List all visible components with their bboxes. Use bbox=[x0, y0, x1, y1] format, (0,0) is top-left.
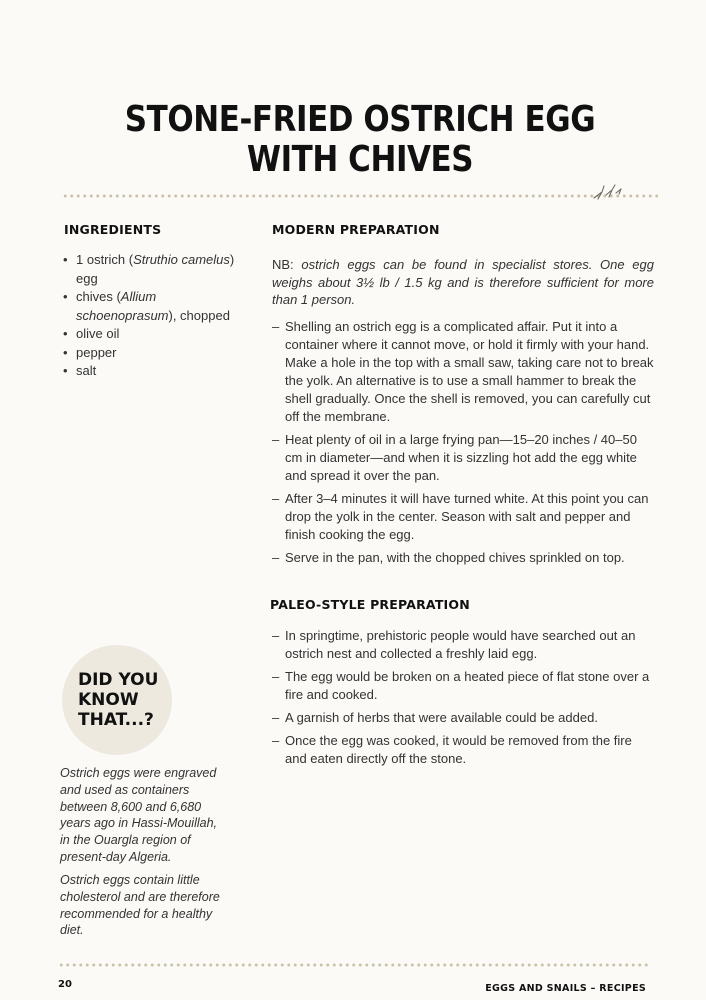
ingredient-item: • pepper bbox=[62, 344, 252, 363]
modern-steps-list bbox=[272, 318, 654, 572]
did-you-know-title: DID YOU KNOW THAT...? bbox=[78, 670, 159, 730]
did-you-know-paragraph: Ostrich eggs were engraved and used as containers between 8,600 and 6,680 years ago in Hassi-Mouillah, in the Ouargla region of present-day Algeria. bbox=[60, 766, 218, 864]
note-paragraph: NB: ostrich eggs can be found in specialist stores. One egg weighs about 3½ lb / 1.5 kg and is therefore sufficient for more than 1 person. bbox=[272, 257, 654, 307]
latin-name: Struthio camelus bbox=[133, 252, 230, 267]
bird-footprints-icon bbox=[590, 182, 626, 202]
step-item: – Heat plenty of oil in a large frying pan—15–20 inches / 40–50 cm in diameter—and when it is sizzling hot add the egg white and spread it over the pan. bbox=[272, 431, 654, 485]
latin-name: Allium schoenoprasum bbox=[76, 289, 169, 323]
running-footer: EGGS AND SNAILS – RECIPES bbox=[485, 983, 646, 994]
paleo-preparation-heading: PALEO-STYLE PREPARATION bbox=[270, 597, 470, 612]
step-item: – Once the egg was cooked, it would be removed from the fire and eaten directly off the stone. bbox=[272, 732, 654, 768]
title-line-1: STONE-FRIED OSTRICH EGG bbox=[124, 99, 596, 140]
step-item: – Serve in the pan, with the chopped chives sprinkled on top. bbox=[272, 549, 654, 567]
ingredients-list bbox=[62, 251, 252, 381]
step-item: – A garnish of herbs that were available could be added. bbox=[272, 709, 654, 727]
ingredient-item: • salt bbox=[62, 362, 252, 381]
recipe-title bbox=[102, 100, 618, 180]
step-item: – In springtime, prehistoric people would have searched out an ostrich nest and collected a freshly laid egg. bbox=[272, 627, 654, 663]
step-item: – Shelling an ostrich egg is a complicated affair. Put it into a container where it cannot move, or hold it firmly with your hand. Make a hole in the top with a small saw, taking care not to break the yolk. An alternative is to use a small hammer to break the shell gradually. Once the shell is removed, you can carefully cut off the membrane. bbox=[272, 318, 654, 426]
title-line-2: WITH CHIVES bbox=[246, 139, 474, 180]
paleo-steps-list bbox=[272, 627, 654, 773]
dotted-divider-bottom bbox=[58, 963, 650, 967]
dotted-divider-top bbox=[62, 194, 658, 198]
ingredients-heading: INGREDIENTS bbox=[64, 222, 162, 237]
ingredient-item: • 1 ostrich (Struthio camelus) egg bbox=[62, 251, 252, 288]
step-item: – After 3–4 minutes it will have turned white. At this point you can drop the yolk in the center. Season with salt and pepper and finish cooking the egg. bbox=[272, 490, 654, 544]
page-number: 20 bbox=[58, 979, 72, 990]
did-you-know-paragraph: Ostrich eggs contain little cholesterol and are therefore recommended for a healthy diet. bbox=[60, 873, 220, 938]
step-item: – The egg would be broken on a heated piece of flat stone over a fire and cooked. bbox=[272, 668, 654, 704]
ingredient-item: • chives (Allium schoenoprasum), chopped bbox=[62, 288, 252, 325]
ingredient-item: • olive oil bbox=[62, 325, 252, 344]
modern-preparation-heading: MODERN PREPARATION bbox=[272, 222, 440, 237]
